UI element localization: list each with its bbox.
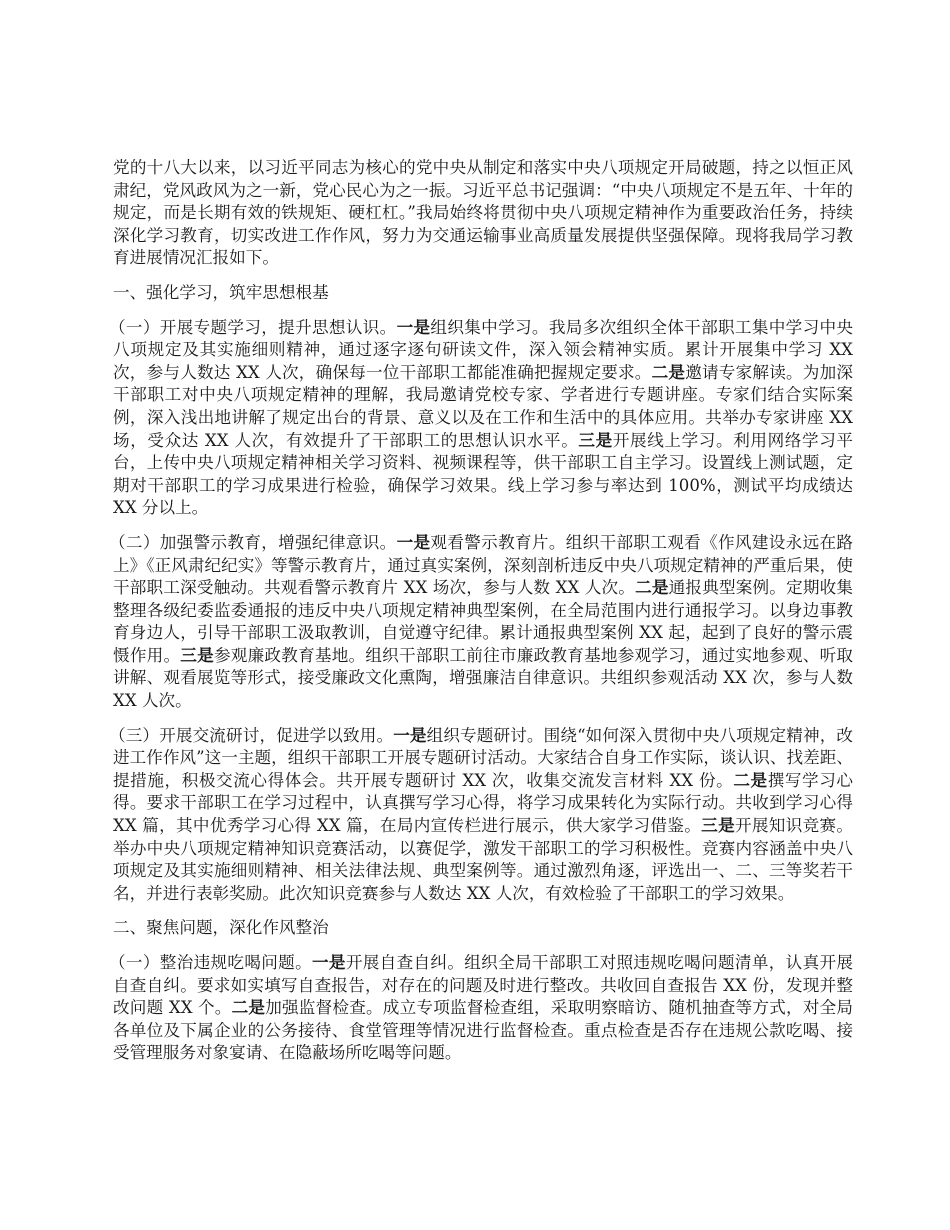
point-marker: 二是: [635, 578, 669, 598]
paragraph-lead: （三）开展交流研讨，促进学以致用。: [109, 725, 394, 745]
body-paragraph: [109, 952, 854, 1065]
point-text: 开展自查自纠。组织全局干部职工对照违规吃喝问题清单，认真开展自查自纠。要求如实填写自查报告，对存在的问题及时进行整改。共收回自查报告 XX 份，发现并整改问题 XX 个。: [113, 953, 854, 1018]
body-paragraph: [109, 317, 854, 520]
point-marker: 三是: [701, 816, 735, 836]
point-text: 通报典型案例。定期收集整理各级纪委监委通报的违反中央八项规定精神典型案例，在全局范围内进行通报学习。以身边事教育身边人，引导干部职工汲取教训，自觉遵守纪律。累计通报典型案例 XX 起，起到了良好的警示震慑作用。: [113, 578, 854, 665]
point-marker: 二是: [231, 998, 266, 1018]
body-paragraph: [109, 725, 854, 906]
point-text: 组织专题研讨。围绕“如何深入贯彻中央八项规定精神，改进工作作风”这一主题，组织干部职工开展专题研讨活动。大家结合自身工作实际，谈认识、找差距、提措施，积极交流心得体会。共开展专题研讨 XX 次，收集交流发言材料 XX 份。: [113, 725, 854, 790]
point-text: 组织集中学习。我局多次组织全体干部职工集中学习中央八项规定及其实施细则精神，通过逐字逐句研读文件，深入领会精神实质。累计开展集中学习 XX 次，参与人数达 XX 人次，确保每一位干部职工都能准确把握规定要求。: [113, 317, 854, 382]
paragraph-lead: （一）开展专题学习，提升思想认识。: [109, 317, 397, 337]
point-text: 开展知识竞赛。举办中央八项规定精神知识竞赛活动，以赛促学，激发干部职工的学习积极性。竞赛内容涵盖中央八项规定及其实施细则精神、相关法律法规、典型案例等。通过激烈角逐，评选出一、二、三等奖若干名，并进行表彰奖励。此次知识竞赛参与人数达 XX 人次，有效检验了干部职工的学习效果。: [113, 816, 854, 903]
point-marker: 二是: [733, 770, 768, 790]
paragraph-lead: （一）整治违规吃喝问题。: [109, 953, 312, 972]
section-heading: 一、强化学习，筑牢思想根基: [113, 282, 329, 302]
point-marker: 一是: [396, 317, 431, 337]
point-marker: 三是: [578, 430, 613, 450]
body-paragraph: [109, 532, 854, 713]
point-marker: 一是: [312, 953, 346, 972]
point-marker: 一是: [396, 532, 431, 552]
section-heading: 二、聚焦问题，深化作风整治: [113, 918, 329, 938]
point-text: 邀请专家解读。为加深干部职工对中央八项规定精神的理解，我局邀请党校专家、学者进行专题讲座。专家们结合实际案例，深入浅出地讲解了规定出台的背景、意义以及在工作和生活中的具体应用。共举办专家讲座 XX 场，受众达 XX 人次，有效提升了干部职工的思想认识水平。: [113, 362, 853, 450]
point-marker: 一是: [393, 725, 427, 745]
point-marker: 三是: [180, 645, 214, 665]
document-page: [109, 157, 854, 1077]
point-text: 开展线上学习。利用网络学习平台，上传中央八项规定精神相关学习资料、视频课程等，供干部职工自主学习。设置线上测试题，定期对干部职工的学习成果进行检验，确保学习效果。线上学习参与率达到 100%，测试平均成绩达 XX 分以上。: [113, 430, 853, 518]
point-text: 参观廉政教育基地。组织干部职工前往市廉政教育基地参观学习，通过实地参观、听取讲解、观看展览等形式，接受廉政文化熏陶，增强廉洁自律意识。共组织参观活动 XX 次，参与人数 XX 人次。: [113, 645, 854, 711]
intro-paragraph: 党的十八大以来，以习近平同志为核心的党中央从制定和落实中央八项规定开局破题，持之以恒正风肃纪，党风政风为之一新，党心民心为之一振。习近平总书记强调：“中央八项规定不是五年、十年的规定，而是长期有效的铁规矩、硬杠杠。”我局始终将贯彻中央八项规定精神作为重要政治任务，持续深化学习教育，切实改进工作作风，努力为交通运输事业高质量发展提供坚强保障。现将我局学习教育进展情况汇报如下。: [113, 158, 853, 268]
paragraph-lead: （二）加强警示教育，增强纪律意识。: [109, 532, 397, 552]
point-text: 观看警示教育片。组织干部职工观看《作风建设永远在路上》《正风肃纪纪实》等警示教育片，通过真实案例，深刻剖析违反中央八项规定精神的严重后果，使干部职工深受触动。共观看警示教育片 XX 场次，参与人数 XX 人次。: [113, 532, 854, 598]
point-marker: 二是: [651, 362, 686, 382]
point-text: 撰写学习心得。要求干部职工在学习过程中，认真撰写学习心得，将学习成果转化为实际行动。共收到学习心得 XX 篇，其中优秀学习心得 XX 篇，在局内宣传栏进行展示，供大家学习借鉴。: [113, 770, 854, 836]
point-text: 加强监督检查。成立专项监督检查组，采取明察暗访、随机抽查等方式，对全局各单位及下属企业的公务接待、食堂管理等情况进行监督检查。重点检查是否存在违规公款吃喝、接受管理服务对象宴请、在隐蔽场所吃喝等问题。: [113, 998, 853, 1063]
